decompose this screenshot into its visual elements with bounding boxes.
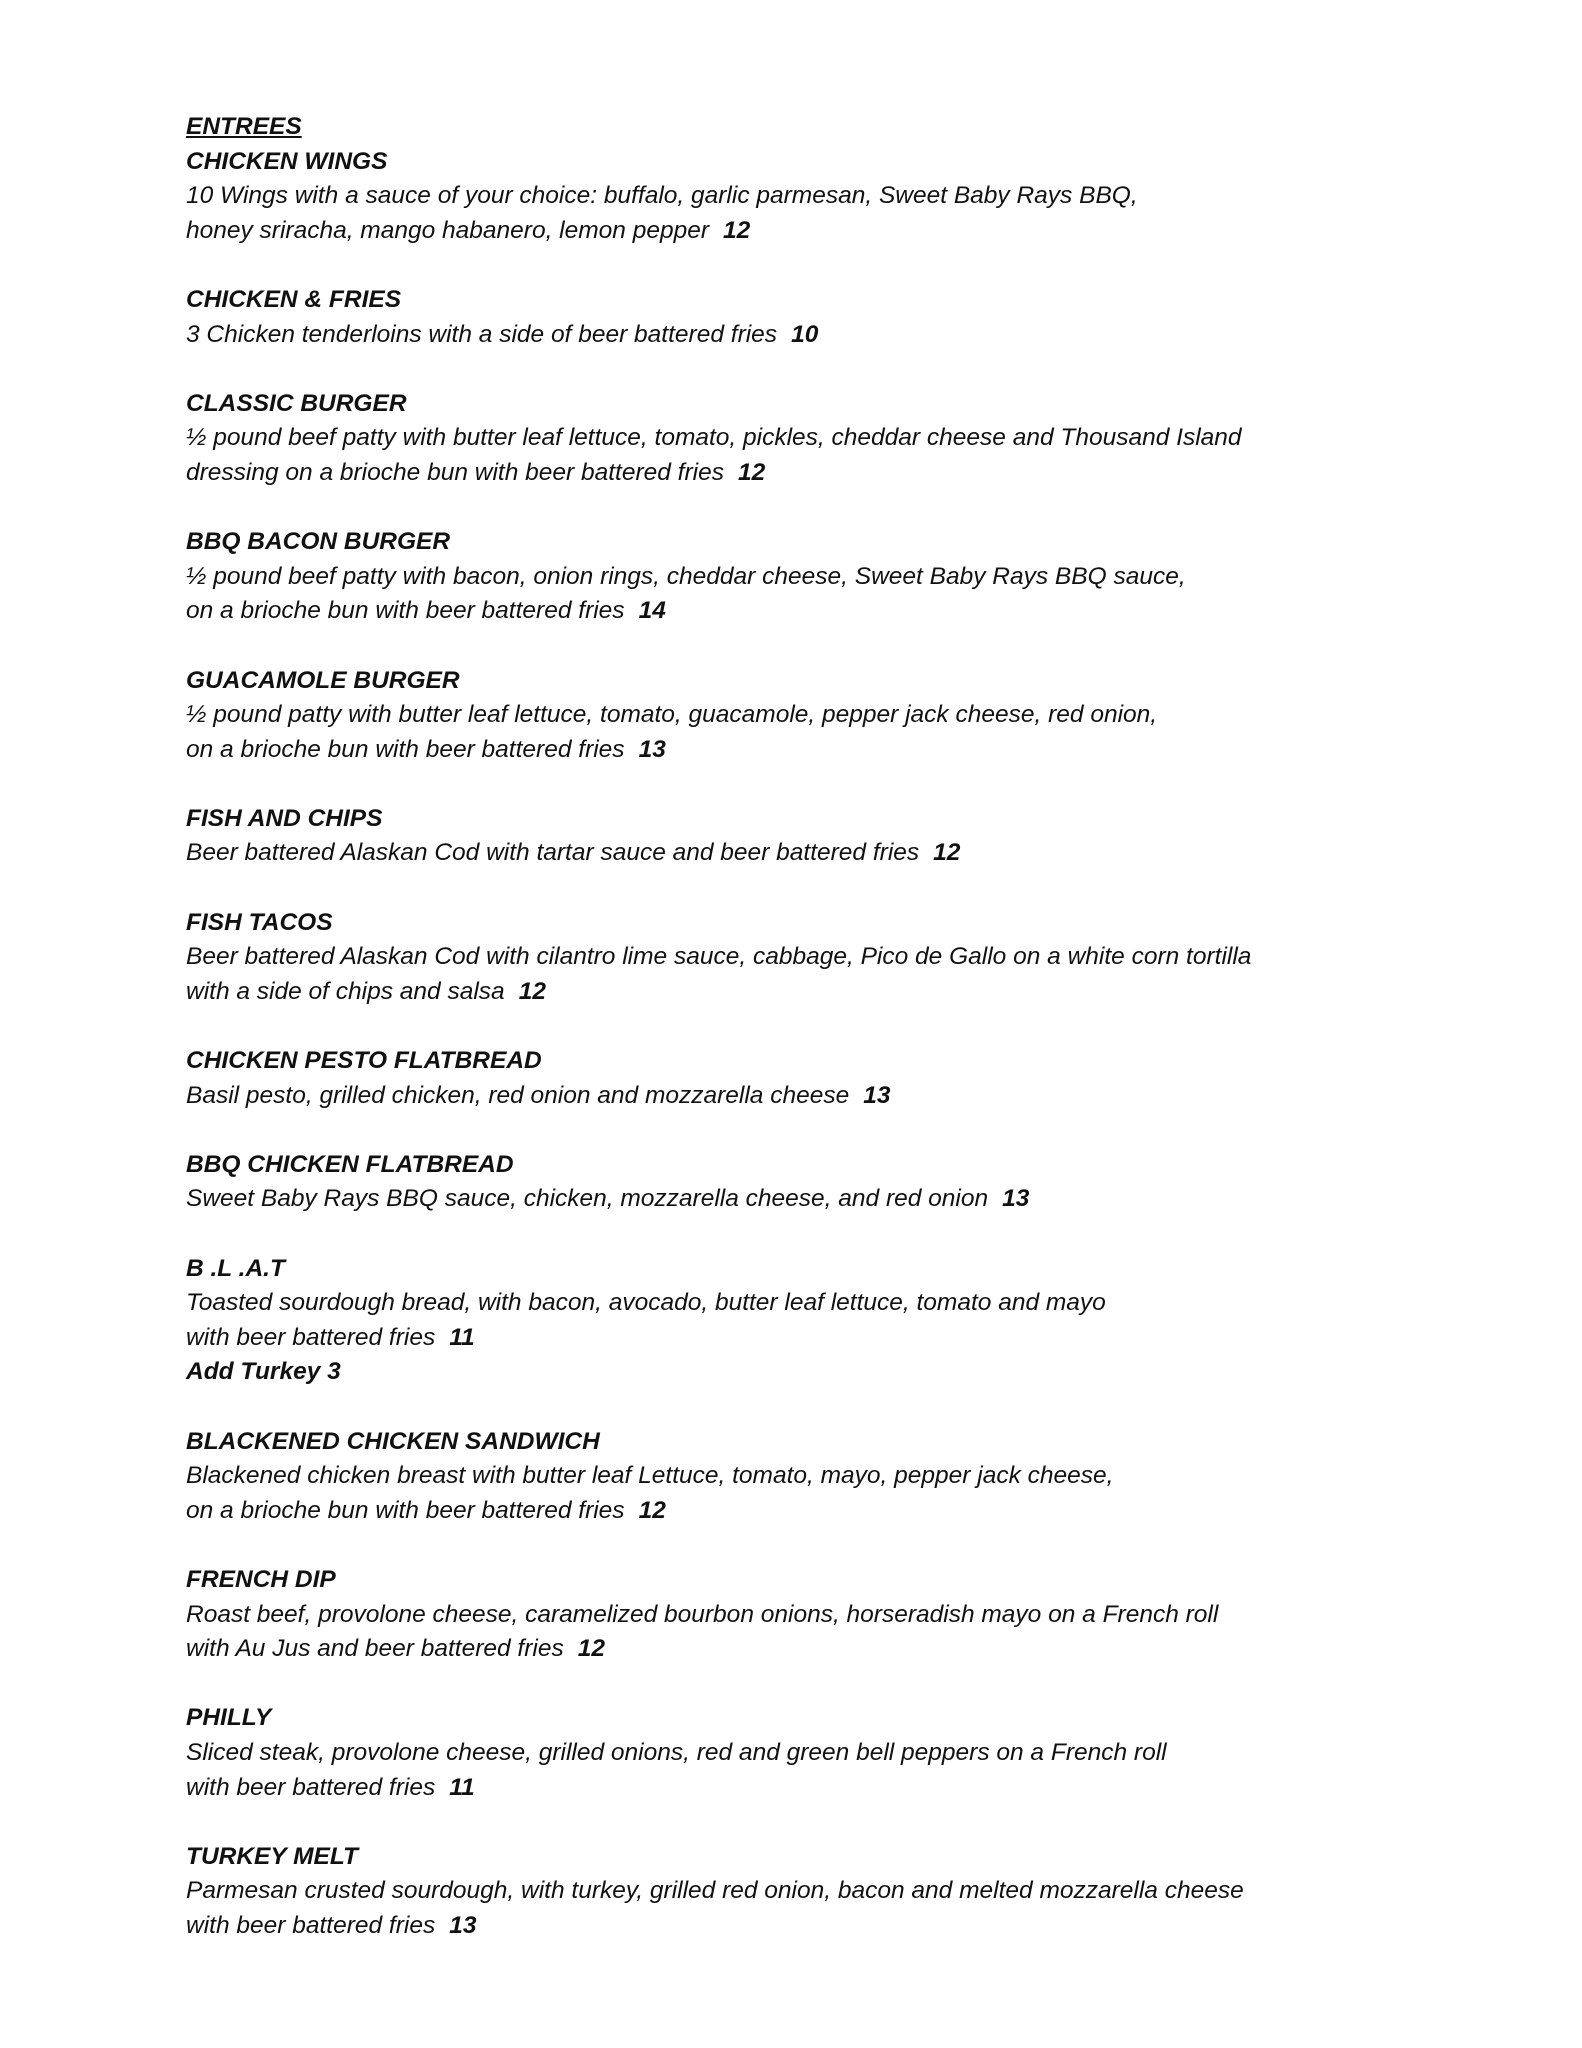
item-description-line: Roast beef, provolone cheese, caramelized bourbon onions, horseradish mayo on a French roll bbox=[186, 1600, 1219, 1628]
item-name: CLASSIC BURGER bbox=[186, 389, 407, 417]
item-addon: Add Turkey 3 bbox=[186, 1358, 341, 1386]
item-description-line: Parmesan crusted sourdough, with turkey, grilled red onion, bacon and melted mozzarella cheese bbox=[186, 1877, 1244, 1905]
item-description-line: Basil pesto, grilled chicken, red onion and mozzarella cheese 13 bbox=[186, 1081, 891, 1109]
item-description-line: 10 Wings with a sauce of your choice: buffalo, garlic parmesan, Sweet Baby Rays BBQ, bbox=[186, 182, 1138, 210]
menu-item-classic-burger bbox=[186, 387, 1436, 491]
menu-item-chicken-pesto-flatbread bbox=[186, 1044, 1436, 1113]
item-description-line: with beer battered fries 11 bbox=[186, 1773, 475, 1801]
menu-item-blat bbox=[186, 1252, 1436, 1390]
menu-item-fish-tacos bbox=[186, 906, 1436, 1010]
item-price: 13 bbox=[863, 1081, 891, 1109]
item-price: 13 bbox=[1002, 1185, 1030, 1213]
item-price: 13 bbox=[449, 1911, 477, 1939]
item-description-line: Sweet Baby Rays BBQ sauce, chicken, mozzarella cheese, and red onion 13 bbox=[186, 1185, 1030, 1213]
item-name: GUACAMOLE BURGER bbox=[186, 666, 460, 694]
item-name: PHILLY bbox=[186, 1704, 272, 1732]
item-price: 12 bbox=[737, 458, 766, 486]
item-name: CHICKEN WINGS bbox=[186, 147, 388, 175]
menu-item-guacamole-burger bbox=[186, 664, 1436, 768]
menu-item-blackened-chicken-sandwich bbox=[186, 1425, 1436, 1529]
item-description-line: Sliced steak, provolone cheese, grilled onions, red and green bell peppers on a French roll bbox=[186, 1738, 1167, 1766]
item-name: BBQ CHICKEN FLATBREAD bbox=[186, 1150, 514, 1178]
item-name: FISH TACOS bbox=[186, 908, 333, 936]
item-description-line: Beer battered Alaskan Cod with tartar sauce and beer battered fries 12 bbox=[186, 839, 961, 867]
item-description-line: on a brioche bun with beer battered fries 13 bbox=[186, 735, 666, 763]
item-name: B .L .A.T bbox=[186, 1254, 285, 1282]
section-title: ENTREES bbox=[186, 113, 302, 140]
item-price: 11 bbox=[449, 1773, 475, 1801]
item-name: FRENCH DIP bbox=[186, 1565, 336, 1593]
item-name: BLACKENED CHICKEN SANDWICH bbox=[186, 1427, 600, 1455]
item-price: 10 bbox=[791, 320, 819, 348]
item-price: 11 bbox=[449, 1323, 475, 1351]
menu-item-philly bbox=[186, 1701, 1436, 1805]
menu-item-turkey-melt bbox=[186, 1840, 1436, 1944]
menu-item-fish-and-chips bbox=[186, 802, 1436, 871]
item-name: CHICKEN & FRIES bbox=[186, 285, 402, 313]
menu-item-bbq-bacon-burger bbox=[186, 525, 1436, 629]
item-price: 12 bbox=[933, 839, 961, 867]
menu-item-chicken-fries bbox=[186, 283, 1436, 352]
item-description-line: on a brioche bun with beer battered fries 14 bbox=[186, 597, 666, 625]
item-description-line: ½ pound patty with butter leaf lettuce, tomato, guacamole, pepper jack cheese, red onion, bbox=[186, 701, 1158, 729]
item-price: 12 bbox=[518, 977, 546, 1005]
item-description-line: Blackened chicken breast with butter leaf Lettuce, tomato, mayo, pepper jack cheese, bbox=[186, 1462, 1114, 1490]
item-price: 12 bbox=[723, 216, 751, 244]
item-description-line: Toasted sourdough bread, with bacon, avocado, butter leaf lettuce, tomato and mayo bbox=[186, 1289, 1106, 1317]
item-name: FISH AND CHIPS bbox=[186, 804, 383, 832]
item-description-line: with beer battered fries 11 bbox=[186, 1323, 475, 1351]
menu-item-chicken-wings bbox=[186, 145, 1436, 249]
item-description-line: Beer battered Alaskan Cod with cilantro lime sauce, cabbage, Pico de Gallo on a white corn tortilla bbox=[186, 943, 1252, 971]
menu-page bbox=[186, 110, 1436, 1978]
item-description-line: 3 Chicken tenderloins with a side of beer battered fries 10 bbox=[186, 320, 819, 348]
item-price: 12 bbox=[577, 1635, 605, 1663]
item-price: 14 bbox=[638, 597, 666, 625]
item-description-line: dressing on a brioche bun with beer battered fries 12 bbox=[186, 458, 766, 486]
item-description-line: honey sriracha, mango habanero, lemon pepper 12 bbox=[186, 216, 751, 244]
item-price: 13 bbox=[638, 735, 666, 763]
item-name: BBQ BACON BURGER bbox=[186, 528, 451, 556]
menu-item-bbq-chicken-flatbread bbox=[186, 1148, 1436, 1217]
item-description-line: on a brioche bun with beer battered fries 12 bbox=[186, 1496, 666, 1524]
item-description-line: ½ pound beef patty with butter leaf lettuce, tomato, pickles, cheddar cheese and Thousand Island bbox=[186, 424, 1242, 452]
item-description-line: with a side of chips and salsa 12 bbox=[186, 977, 546, 1005]
item-price: 12 bbox=[638, 1496, 666, 1524]
item-name: TURKEY MELT bbox=[186, 1842, 358, 1870]
menu-item-french-dip bbox=[186, 1563, 1436, 1667]
item-description-line: with Au Jus and beer battered fries 12 bbox=[186, 1635, 605, 1663]
item-description-line: ½ pound beef patty with bacon, onion rings, cheddar cheese, Sweet Baby Rays BBQ sauce, bbox=[186, 562, 1186, 590]
item-description-line: with beer battered fries 13 bbox=[186, 1911, 477, 1939]
item-name: CHICKEN PESTO FLATBREAD bbox=[186, 1047, 542, 1075]
